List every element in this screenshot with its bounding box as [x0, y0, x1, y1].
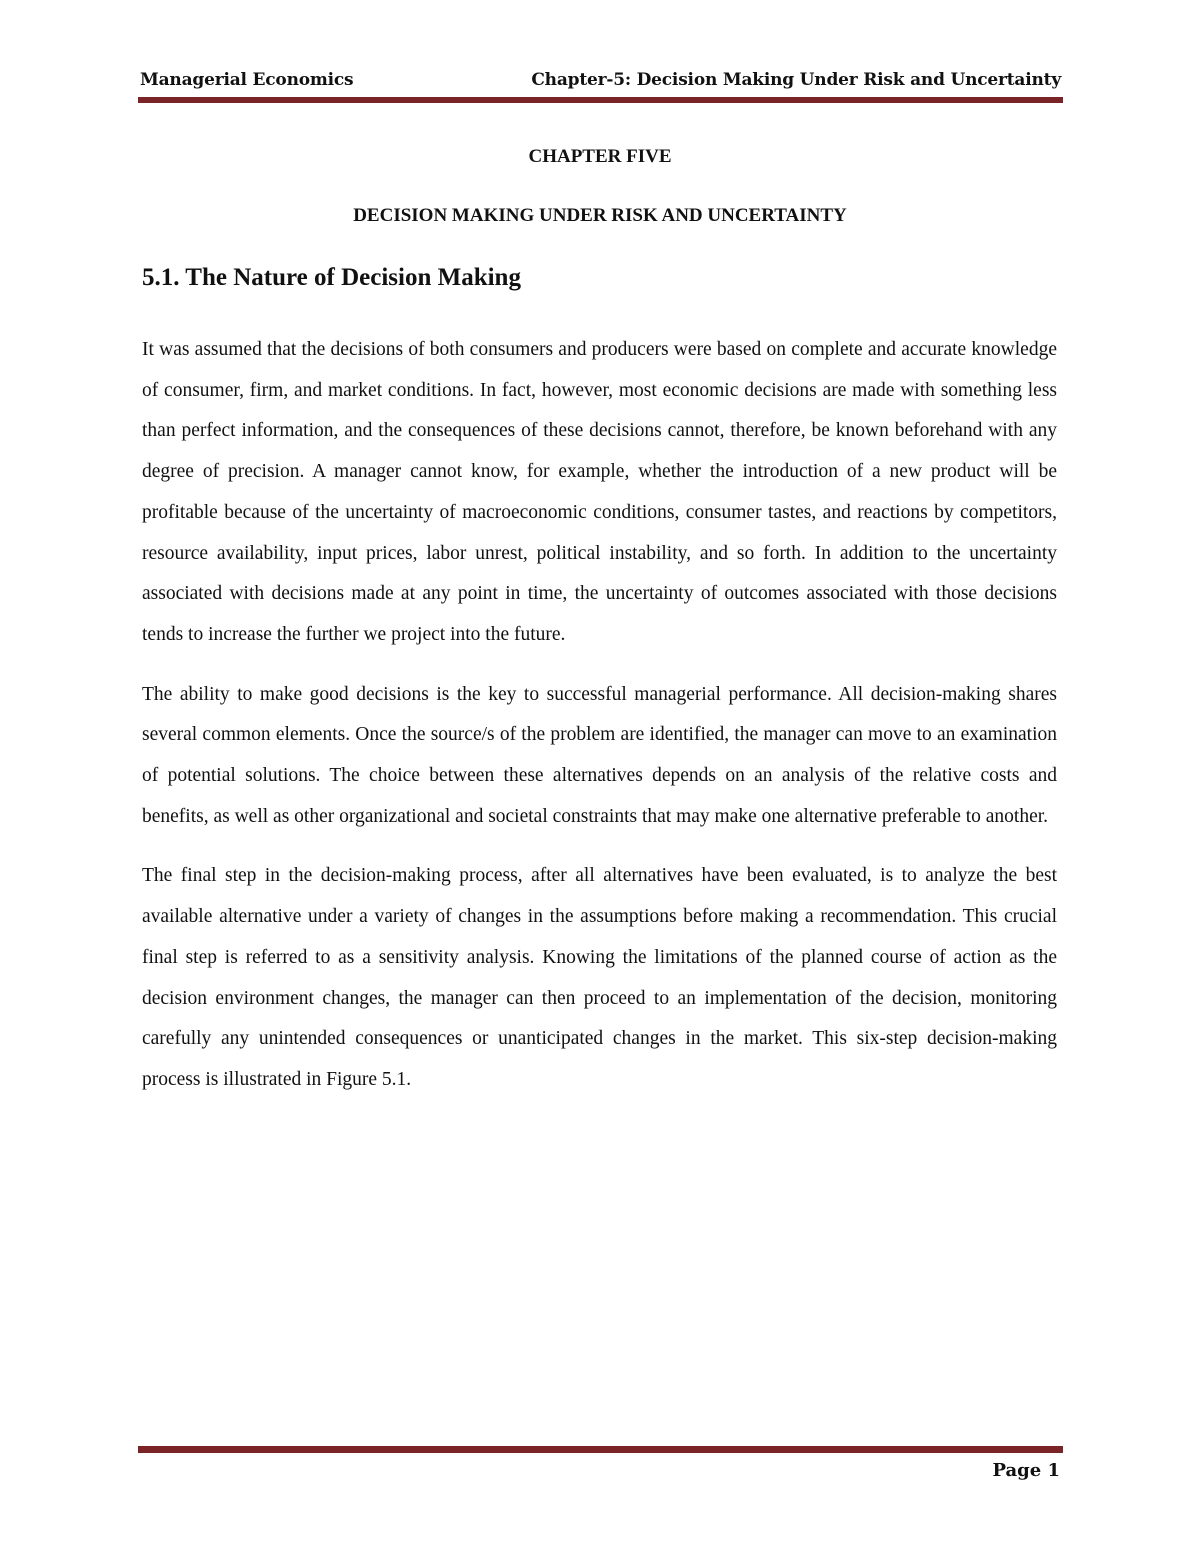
footer-rule: [138, 1446, 1063, 1453]
section-heading: 5.1. The Nature of Decision Making: [142, 264, 521, 291]
header-book-title: Managerial Economics: [140, 70, 354, 90]
body-text: [142, 330, 1057, 1120]
paragraph: The ability to make good decisions is the key to successful managerial performance. All decision-making shares several common elements. Once the source/s of the problem are identified, the manager can move to an examination of potential solutions. The choice between these alternatives depends on an analysis of the relative costs and benefits, as well as other organizational and societal constraints that may make one alternative preferable to another.: [142, 683, 1057, 827]
chapter-title: DECISION MAKING UNDER RISK AND UNCERTAINTY: [353, 205, 847, 226]
chapter-label: CHAPTER FIVE: [528, 146, 672, 167]
paragraph: The final step in the decision-making process, after all alternatives have been evaluated, is to analyze the best available alternative under a variety of changes in the assumptions before making a recommendation. This crucial final step is referred to as a sensitivity analysis. Knowing the limitations of the planned course of action as the decision environment changes, the manager can then proceed to an implementation of the decision, monitoring carefully any unintended consequences or unanticipated changes in the market. This six-step decision-making process is illustrated in Figure 5.1.: [142, 865, 1057, 1090]
running-header: [140, 70, 1061, 90]
header-rule: [138, 97, 1063, 103]
paragraph: It was assumed that the decisions of both consumers and producers were based on complete and accurate knowledge of consumer, firm, and market conditions. In fact, however, most economic decisions are made with something less than perfect information, and the consequences of these decisions cannot, therefore, be known beforehand with any degree of precision. A manager cannot know, for example, whether the introduction of a new product will be profitable because of the uncertainty of macroeconomic conditions, consumer tastes, and reactions by competitors, resource availability, input prices, labor unrest, political instability, and so forth. In addition to the uncertainty associated with decisions made at any point in time, the uncertainty of outcomes associated with those decisions tends to increase the further we project into the future.: [142, 339, 1057, 645]
page-number: Page 1: [992, 1460, 1060, 1481]
header-chapter-title: Chapter-5: Decision Making Under Risk and Uncertainty: [531, 70, 1061, 90]
